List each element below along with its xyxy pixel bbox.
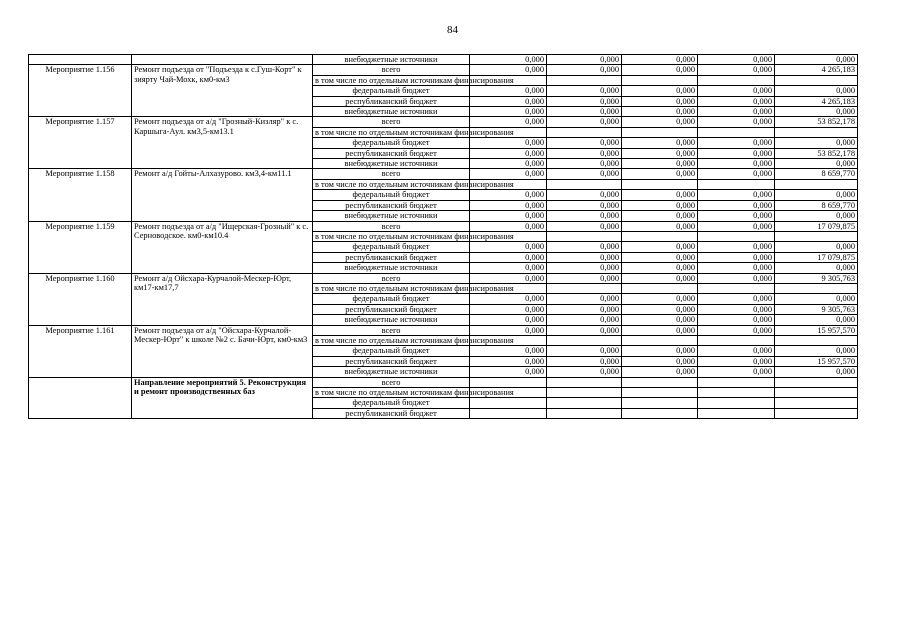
value-cell: 0,000: [698, 190, 775, 200]
source-cell: республиканский бюджет: [313, 356, 470, 366]
value-cell: 0,000: [470, 294, 547, 304]
source-cell: внебюджетные источники: [313, 315, 470, 325]
value-cell: 0,000: [470, 107, 547, 117]
value-cell: [622, 283, 698, 293]
value-cell: 0,000: [622, 304, 698, 314]
value-cell: 0,000: [775, 263, 858, 273]
name-cell: Ремонт подъезда от "Подъезда к с.Гуш-Корт" к зиярту Чай-Мохк, км0-км3: [132, 65, 313, 117]
value-cell: 0,000: [698, 356, 775, 366]
value-cell: 0,000: [698, 221, 775, 231]
source-cell: республиканский бюджет: [313, 408, 470, 418]
value-cell: [547, 388, 622, 398]
value-cell: 0,000: [698, 315, 775, 325]
value-cell: 0,000: [547, 55, 622, 65]
value-cell: 0,000: [470, 221, 547, 231]
value-cell: 0,000: [622, 86, 698, 96]
code-cell: Мероприятие 1.156: [29, 65, 132, 117]
value-cell: [622, 179, 698, 189]
value-cell: 0,000: [775, 367, 858, 377]
source-cell: республиканский бюджет: [313, 148, 470, 158]
value-cell: 0,000: [470, 117, 547, 127]
source-cell: республиканский бюджет: [313, 200, 470, 210]
source-cell: федеральный бюджет: [313, 190, 470, 200]
value-cell: [622, 377, 698, 387]
value-cell: [622, 127, 698, 137]
value-cell: 0,000: [622, 169, 698, 179]
value-cell: 0,000: [622, 273, 698, 283]
value-cell: 9 305,763: [775, 273, 858, 283]
source-cell: всего: [313, 169, 470, 179]
value-cell: 0,000: [547, 211, 622, 221]
source-cell: внебюджетные источники: [313, 55, 470, 65]
value-cell: 0,000: [547, 252, 622, 262]
source-cell: в том числе по отдельным источникам финансирования: [313, 127, 470, 137]
value-cell: 0,000: [622, 325, 698, 335]
value-cell: 0,000: [698, 169, 775, 179]
source-cell: республиканский бюджет: [313, 304, 470, 314]
value-cell: 0,000: [775, 138, 858, 148]
source-cell: всего: [313, 117, 470, 127]
value-cell: 0,000: [698, 138, 775, 148]
table-row: [29, 169, 858, 179]
code-cell: Мероприятие 1.159: [29, 221, 132, 273]
value-cell: 0,000: [547, 117, 622, 127]
value-cell: 8 659,770: [775, 200, 858, 210]
value-cell: 0,000: [470, 86, 547, 96]
value-cell: [547, 283, 622, 293]
value-cell: 0,000: [698, 325, 775, 335]
value-cell: 17 079,875: [775, 221, 858, 231]
value-cell: 53 852,178: [775, 117, 858, 127]
value-cell: [470, 408, 547, 418]
value-cell: 0,000: [698, 200, 775, 210]
value-cell: 0,000: [470, 315, 547, 325]
value-cell: 0,000: [470, 159, 547, 169]
value-cell: 0,000: [547, 273, 622, 283]
name-cell: [132, 55, 313, 65]
value-cell: 0,000: [470, 304, 547, 314]
value-cell: [622, 75, 698, 85]
value-cell: 0,000: [775, 86, 858, 96]
value-cell: 0,000: [622, 221, 698, 231]
value-cell: 0,000: [547, 346, 622, 356]
value-cell: [622, 388, 698, 398]
value-cell: 0,000: [547, 138, 622, 148]
value-cell: 0,000: [775, 211, 858, 221]
value-cell: 0,000: [698, 252, 775, 262]
value-cell: 0,000: [622, 211, 698, 221]
value-cell: 0,000: [547, 159, 622, 169]
value-cell: 9 305,763: [775, 304, 858, 314]
value-cell: 4 265,183: [775, 96, 858, 106]
table-row: [29, 325, 858, 335]
value-cell: 0,000: [622, 294, 698, 304]
value-cell: [547, 75, 622, 85]
value-cell: 0,000: [622, 367, 698, 377]
value-cell: [698, 408, 775, 418]
value-cell: [775, 127, 858, 137]
name-cell: Ремонт подъезда от а/д "Грозный-Кизляр" к с. Каршыга-Аул. км3,5-км13.1: [132, 117, 313, 169]
value-cell: 0,000: [470, 96, 547, 106]
value-cell: 0,000: [775, 107, 858, 117]
source-cell: внебюджетные источники: [313, 263, 470, 273]
value-cell: 15 957,570: [775, 356, 858, 366]
value-cell: [775, 335, 858, 345]
value-cell: 0,000: [622, 346, 698, 356]
value-cell: 0,000: [622, 200, 698, 210]
value-cell: 0,000: [547, 65, 622, 75]
value-cell: [622, 398, 698, 408]
value-cell: 0,000: [698, 304, 775, 314]
value-cell: 0,000: [698, 159, 775, 169]
value-cell: 0,000: [547, 221, 622, 231]
value-cell: [547, 408, 622, 418]
value-cell: 0,000: [775, 190, 858, 200]
value-cell: [775, 75, 858, 85]
source-cell: всего: [313, 325, 470, 335]
source-cell: федеральный бюджет: [313, 398, 470, 408]
value-cell: 0,000: [547, 169, 622, 179]
value-cell: 0,000: [470, 367, 547, 377]
source-cell: в том числе по отдельным источникам финансирования: [313, 283, 470, 293]
source-cell: республиканский бюджет: [313, 252, 470, 262]
table-body: [29, 55, 858, 419]
value-cell: 0,000: [698, 65, 775, 75]
value-cell: [547, 179, 622, 189]
source-cell: федеральный бюджет: [313, 242, 470, 252]
value-cell: [698, 388, 775, 398]
table-row: [29, 117, 858, 127]
value-cell: 0,000: [547, 325, 622, 335]
value-cell: 0,000: [470, 252, 547, 262]
source-cell: внебюджетные источники: [313, 159, 470, 169]
value-cell: [547, 377, 622, 387]
source-cell: всего: [313, 65, 470, 75]
name-cell: Направление мероприятий 5. Реконструкция и ремонт производственных баз: [132, 377, 313, 419]
value-cell: 0,000: [622, 190, 698, 200]
value-cell: [775, 231, 858, 241]
value-cell: [622, 335, 698, 345]
value-cell: 0,000: [698, 86, 775, 96]
value-cell: 0,000: [470, 55, 547, 65]
code-cell: Мероприятие 1.161: [29, 325, 132, 377]
value-cell: 0,000: [470, 346, 547, 356]
value-cell: [547, 231, 622, 241]
source-cell: внебюджетные источники: [313, 107, 470, 117]
source-cell: всего: [313, 377, 470, 387]
value-cell: [622, 231, 698, 241]
value-cell: 0,000: [698, 294, 775, 304]
value-cell: [698, 75, 775, 85]
name-cell: Ремонт а/д Гойты-Алхазурово. км3,4-км11.1: [132, 169, 313, 221]
value-cell: 0,000: [698, 148, 775, 158]
value-cell: 0,000: [470, 325, 547, 335]
value-cell: 0,000: [698, 367, 775, 377]
name-cell: Ремонт а/д Ойсхара-Курчалой-Мескер-Юрт, км17-км17,7: [132, 273, 313, 325]
source-cell: в том числе по отдельным источникам финансирования: [313, 179, 470, 189]
source-cell: в том числе по отдельным источникам финансирования: [313, 231, 470, 241]
table-row: [29, 377, 858, 387]
source-cell: в том числе по отдельным источникам финансирования: [313, 75, 470, 85]
value-cell: 53 852,178: [775, 148, 858, 158]
source-cell: федеральный бюджет: [313, 346, 470, 356]
source-cell: в том числе по отдельным источникам финансирования: [313, 388, 470, 398]
value-cell: [698, 335, 775, 345]
value-cell: 0,000: [698, 96, 775, 106]
value-cell: [775, 408, 858, 418]
value-cell: 0,000: [698, 55, 775, 65]
source-cell: республиканский бюджет: [313, 96, 470, 106]
value-cell: [698, 377, 775, 387]
source-cell: внебюджетные источники: [313, 367, 470, 377]
value-cell: 0,000: [775, 159, 858, 169]
value-cell: 0,000: [622, 96, 698, 106]
source-cell: всего: [313, 221, 470, 231]
value-cell: [698, 398, 775, 408]
value-cell: [547, 398, 622, 408]
value-cell: [775, 179, 858, 189]
table-row: [29, 221, 858, 231]
value-cell: 0,000: [547, 294, 622, 304]
value-cell: [547, 335, 622, 345]
value-cell: 0,000: [622, 356, 698, 366]
source-cell: внебюджетные источники: [313, 211, 470, 221]
value-cell: 0,000: [470, 263, 547, 273]
value-cell: 0,000: [470, 211, 547, 221]
value-cell: 0,000: [622, 159, 698, 169]
value-cell: 17 079,875: [775, 252, 858, 262]
value-cell: 0,000: [775, 315, 858, 325]
code-cell: Мероприятие 1.158: [29, 169, 132, 221]
value-cell: [470, 398, 547, 408]
value-cell: 0,000: [547, 96, 622, 106]
value-cell: 15 957,570: [775, 325, 858, 335]
value-cell: 0,000: [698, 242, 775, 252]
value-cell: [470, 377, 547, 387]
value-cell: 0,000: [470, 190, 547, 200]
value-cell: 0,000: [547, 263, 622, 273]
value-cell: 0,000: [547, 148, 622, 158]
value-cell: [775, 398, 858, 408]
value-cell: [547, 127, 622, 137]
page-number: 84: [447, 24, 458, 36]
value-cell: 0,000: [547, 107, 622, 117]
value-cell: 0,000: [622, 252, 698, 262]
value-cell: [698, 231, 775, 241]
value-cell: 0,000: [775, 55, 858, 65]
code-cell: [29, 55, 132, 65]
source-cell: федеральный бюджет: [313, 294, 470, 304]
value-cell: [775, 377, 858, 387]
value-cell: 0,000: [622, 263, 698, 273]
value-cell: 0,000: [622, 148, 698, 158]
value-cell: 0,000: [547, 315, 622, 325]
value-cell: 0,000: [622, 117, 698, 127]
value-cell: [698, 179, 775, 189]
value-cell: 0,000: [470, 169, 547, 179]
value-cell: 0,000: [547, 304, 622, 314]
source-cell: федеральный бюджет: [313, 86, 470, 96]
table-row: [29, 273, 858, 283]
value-cell: 0,000: [698, 107, 775, 117]
value-cell: 0,000: [698, 211, 775, 221]
value-cell: 4 265,183: [775, 65, 858, 75]
value-cell: 0,000: [547, 242, 622, 252]
source-cell: в том числе по отдельным источникам финансирования: [313, 335, 470, 345]
code-cell: [29, 377, 132, 419]
name-cell: Ремонт подъезда от а/д "Ойсхара-Курчалой-Мескер-Юрт" к школе №2 с. Бачи-Юрт, км0-км3: [132, 325, 313, 377]
value-cell: 0,000: [547, 86, 622, 96]
code-cell: Мероприятие 1.157: [29, 117, 132, 169]
table-row: [29, 55, 858, 65]
financing-table: [28, 54, 858, 419]
value-cell: 0,000: [470, 200, 547, 210]
value-cell: 0,000: [698, 263, 775, 273]
value-cell: 0,000: [622, 107, 698, 117]
value-cell: 8 659,770: [775, 169, 858, 179]
value-cell: 0,000: [547, 367, 622, 377]
value-cell: 0,000: [547, 356, 622, 366]
table-row: [29, 65, 858, 75]
value-cell: [698, 127, 775, 137]
value-cell: 0,000: [698, 346, 775, 356]
value-cell: 0,000: [698, 117, 775, 127]
code-cell: Мероприятие 1.160: [29, 273, 132, 325]
value-cell: 0,000: [470, 65, 547, 75]
value-cell: 0,000: [622, 65, 698, 75]
value-cell: 0,000: [775, 294, 858, 304]
value-cell: 0,000: [470, 356, 547, 366]
value-cell: 0,000: [470, 138, 547, 148]
value-cell: 0,000: [622, 138, 698, 148]
value-cell: 0,000: [622, 242, 698, 252]
value-cell: 0,000: [622, 55, 698, 65]
value-cell: [622, 408, 698, 418]
value-cell: 0,000: [698, 273, 775, 283]
value-cell: 0,000: [470, 242, 547, 252]
source-cell: федеральный бюджет: [313, 138, 470, 148]
value-cell: [775, 388, 858, 398]
value-cell: 0,000: [470, 148, 547, 158]
value-cell: 0,000: [775, 242, 858, 252]
value-cell: 0,000: [775, 346, 858, 356]
value-cell: 0,000: [547, 190, 622, 200]
value-cell: 0,000: [470, 273, 547, 283]
value-cell: [698, 283, 775, 293]
source-cell: всего: [313, 273, 470, 283]
name-cell: Ремонт подъезда от а/д "Ищерская-Грозный" к с. Серноводское. км0-км10.4: [132, 221, 313, 273]
value-cell: 0,000: [622, 315, 698, 325]
value-cell: [775, 283, 858, 293]
value-cell: 0,000: [547, 200, 622, 210]
